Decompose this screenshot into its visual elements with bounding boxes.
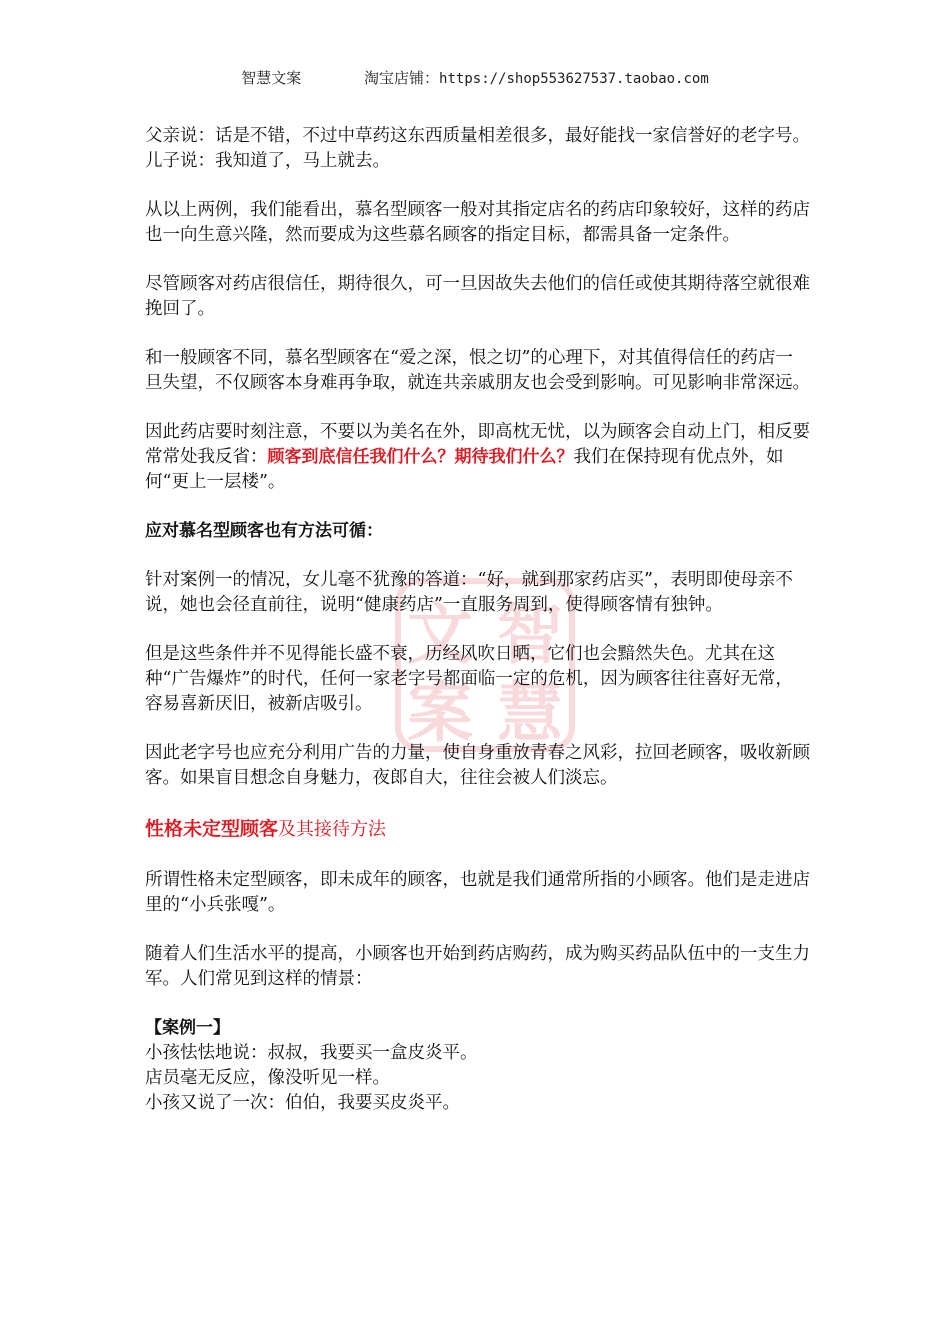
header-brand: 智慧文案 [241,69,302,87]
paragraph-text: 我们在保持现有优点外，如何“更上一层楼”。 [145,447,784,492]
paragraph: 因此老字号也应充分利用广告的力量，使自身重放青春之风彩，拉回老顾客，吸收新顾客。如果盲目想念自身魅力，夜郎自大，往往会被人们淡忘。 [145,743,810,788]
case-label: 【案例一】 [145,1018,230,1038]
case-line: 小孩怯怯地说：叔叔，我要买一盒皮炎平。 [145,1043,478,1063]
paragraph: 随着人们生活水平的提高，小顾客也开始到药店购药，成为购买药品队伍中的一支生力军。人们常见到这样的情景： [145,944,810,989]
paragraph: 所谓性格未定型顾客，即未成年的顾客，也就是我们通常所指的小顾客。他们是走进店里的“小兵张嘎”。 [145,870,810,915]
paragraph-with-highlight [145,420,810,495]
seal-char-4: 案 [407,673,473,751]
paragraph: 针对案例一的情况，女儿毫不犹豫的答道：“好，就到那家药店买”，表明即使母亲不说，她也会径直前往，说明“健康药店”一直服务周到，使得顾客情有独钟。 [145,570,793,615]
header-shop-url[interactable]: https://shop553627537.taobao.com [439,71,709,87]
paragraph: 从以上两例，我们能看出，慕名型顾客一般对其指定店名的药店印象较好，这样的药店也一向生意兴隆，然而要成为这些慕名顾客的指定目标，都需具备一定条件。 [145,200,810,245]
seal-char-2: 智 [497,595,563,673]
bold-heading: 应对慕名型顾客也有方法可循： [145,521,383,541]
header-shop-label: 淘宝店铺： [364,69,440,87]
paragraph: 和一般顾客不同，慕名型顾客在“爱之深，恨之切”的心理下，对其值得信任的药店一旦失望，不仅顾客本身难再争取，就连共亲戚朋友也会受到影响。可见影响非常深远。 [145,348,810,393]
case-line: 小孩又说了一次：伯伯，我要买皮炎平。 [145,1093,460,1113]
highlight-question: 顾客到底信任我们什么？期待我们什么？ [267,447,574,467]
dialog-line: 父亲说：话是不错，不过中草药这东西质量相差很多，最好能找一家信誉好的老字号。 [145,126,810,146]
seal-char-1: 文 [407,595,473,673]
dialog-line: 儿子说：我知道了，马上就去。 [145,151,390,171]
case-line: 店员毫无反应，像没听见一样。 [145,1068,390,1088]
seal-char-3: 慧 [497,673,563,751]
paragraph-text: 因此药店要时刻注意，不要以为美名在外，即高枕无忧，以为顾客会自动上门，相反要常常处我反省： [145,422,810,467]
section-title [145,815,810,844]
document-body [145,124,810,1116]
paragraph: 但是这些条件并不见得能长盛不衰，历经风吹日晒，它们也会黯然失色。尤其在这种“广告爆炸”的时代，任何一家老字号都面临一定的危机，因为顾客往往喜好无常，容易喜新厌旧，被新店吸引。 [145,644,793,714]
page-header [0,68,950,89]
section-title-red: 性格未定型顾客 [145,818,279,840]
section-title-rest: 及其接待方法 [278,819,387,840]
paragraph: 尽管顾客对药店很信任，期待很久，可一旦因故失去他们的信任或使其期待落空就很难挽回了。 [145,274,810,319]
